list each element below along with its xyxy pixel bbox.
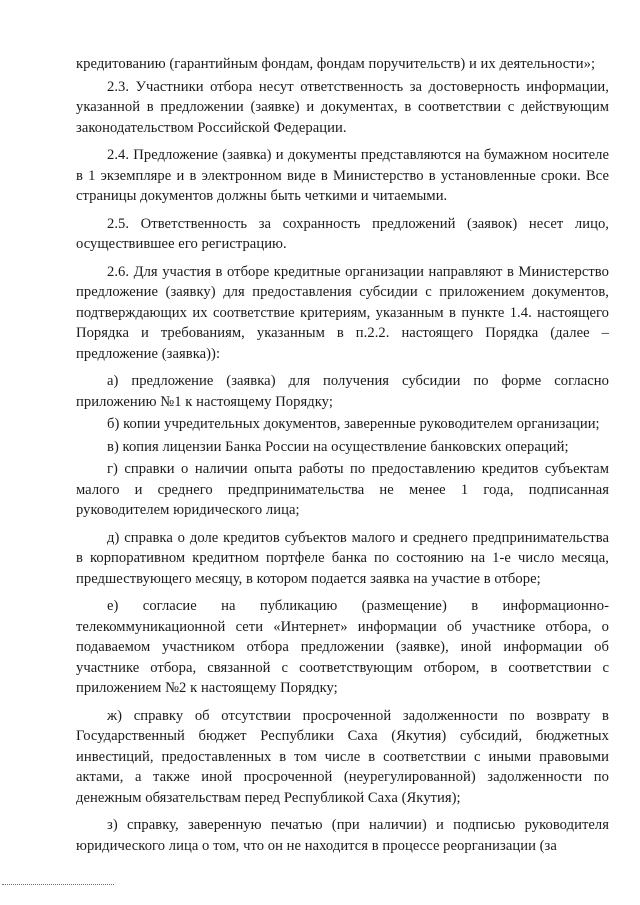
paragraph-2-5: 2.5. Ответственность за сохранность предложений (заявок) несет лицо, осуществившее его регистрацию. — [76, 215, 609, 252]
list-item-b: б) копии учредительных документов, заверенные руководителем организации; — [107, 416, 600, 432]
list-item-zh: ж) справку об отсутствии просроченной задолженности по возврату в Государственный бюджет Республики Саха (Якутия) субсидий, бюджетных инвестиций, предоставленных в том числе в соответствии с иными правовыми актами, а также иной просроченной (неурегулированной) задолженности по денежным обязательствам перед Республикой Саха (Якутия); — [76, 707, 609, 806]
document-page — [76, 54, 609, 858]
paragraph-continuation: кредитованию (гарантийным фондам, фондам поручительств) и их деятельности»; — [76, 56, 596, 72]
list-item-v: в) копия лицензии Банка России на осуществление банковских операций; — [107, 438, 569, 455]
footnote-divider — [2, 884, 114, 885]
paragraph-2-3: 2.3. Участники отбора несут ответственность за достоверность информации, указанной в предложении (заявке) и документах, в соответствии с действующим законодательством Российской Федерации. — [76, 78, 609, 136]
list-item-a: а) предложение (заявка) для получения субсидии по форме согласно приложению №1 к настоящему Порядку; — [76, 373, 609, 410]
list-item-g: г) справки о наличии опыта работы по предоставлению кредитов субъектам малого и среднего предпринимательства не менее 1 года, подписанная руководителем юридического лица; — [76, 461, 609, 518]
paragraph-2-4: 2.4. Предложение (заявка) и документы представляются на бумажном носителе в 1 экземпляре и в электронном виде в Министерство в установленные сроки. Все страницы документов должны быть четкими и читаемыми. — [76, 147, 609, 204]
list-item-d: д) справка о доле кредитов субъектов малого и среднего предпринимательства в корпоративном кредитном портфеле банка по состоянию на 1-е число месяца, предшествующего месяцу, в котором подается заявка на участие в отборе; — [76, 529, 609, 587]
paragraph-2-6: 2.6. Для участия в отборе кредитные организации направляют в Министерство предложение (заявку) для предоставления субсидии с приложением документов, подтверждающих их соответствие критериям, указанным в пункте 1.4. настоящего Порядка и требованиям, указанным в п.2.2. настоящего Порядка (далее –предложение (заявка)): — [76, 263, 609, 362]
list-item-e: е) согласие на публикацию (размещение) в информационно-телекоммуникационной сети «Интернет» информации об участнике отбора, о подаваемом участником отбора предложении (заявке), иной информации об участнике отбора, связанной с соответствующим отбором, в соответствии с приложением №2 к настоящему Порядку; — [76, 598, 609, 696]
list-item-z: з) справку, заверенную печатью (при наличии) и подписью руководителя юридического лица о том, что он не находится в процессе реорганизации (за — [76, 817, 609, 854]
